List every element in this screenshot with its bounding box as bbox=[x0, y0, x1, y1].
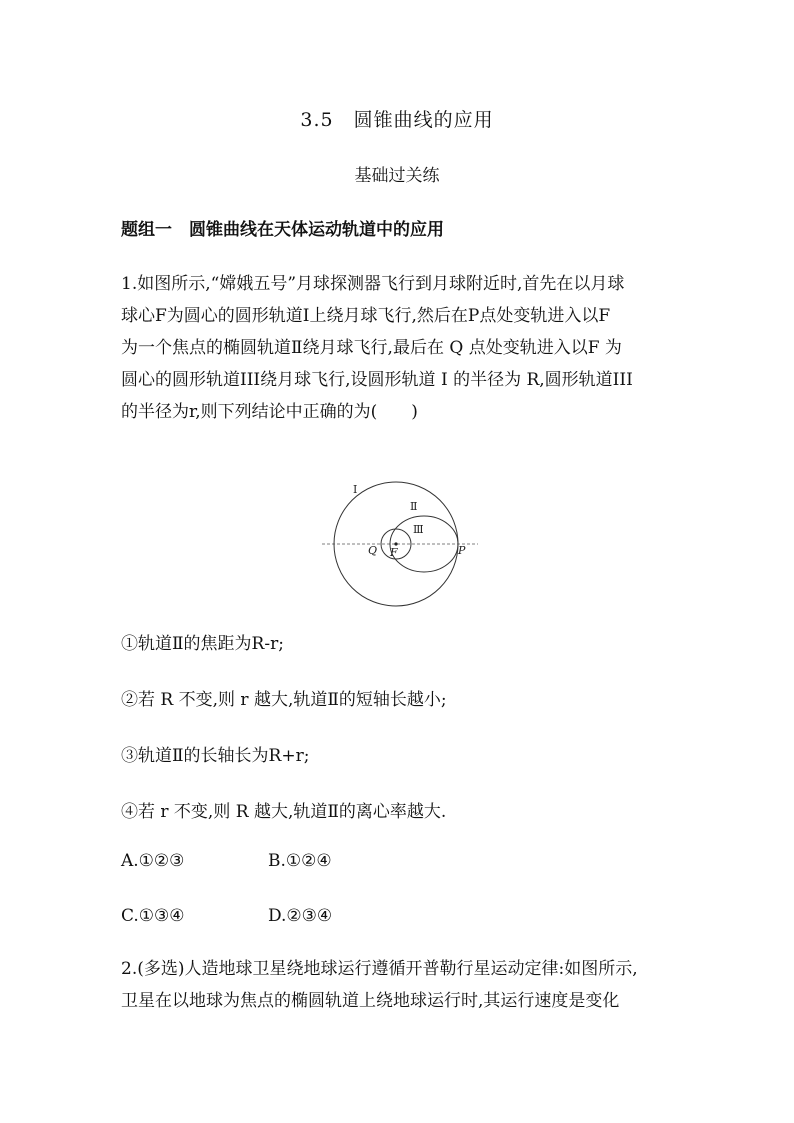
page-subtitle: 基础过关练 bbox=[354, 166, 440, 186]
statement-3: ③轨道Ⅱ的长轴长为R+r; bbox=[121, 746, 310, 766]
statement-4: ④若 r 不变,则 R 越大,轨道Ⅱ的离心率越大. bbox=[121, 802, 447, 822]
label-point-P: P bbox=[458, 544, 466, 557]
section-heading: 题组一 圆锥曲线在天体运动轨道中的应用 bbox=[121, 220, 444, 240]
option-B: B.①②④ bbox=[268, 851, 332, 871]
question-1-line: 1.如图所示,“嫦娥五号”月球探测器飞行到月球附近时,首先在以月球 bbox=[121, 274, 625, 294]
label-point-F: F bbox=[390, 546, 398, 559]
option-C: C.①③④ bbox=[121, 906, 185, 926]
question-1-line: 球心F为圆心的圆形轨道Ⅰ上绕月球飞行,然后在P点处变轨进入以F bbox=[121, 306, 611, 326]
question-2-line: 卫星在以地球为焦点的椭圆轨道上绕地球运行时,其运行速度是变化 bbox=[121, 991, 620, 1011]
statement-2: ②若 R 不变,则 r 越大,轨道Ⅱ的短轴长越小; bbox=[121, 690, 447, 710]
statement-1: ①轨道Ⅱ的焦距为R-r; bbox=[121, 634, 284, 654]
orbit-diagram bbox=[322, 476, 478, 610]
question-2-text bbox=[121, 953, 681, 1017]
question-1-line: 圆心的圆形轨道III绕月球飞行,设圆形轨道 Ⅰ 的半径为 R,圆形轨道III bbox=[121, 370, 633, 390]
question-1-line: 的半径为r,则下列结论中正确的为( ) bbox=[121, 402, 418, 422]
label-orbit-II: Ⅱ bbox=[410, 500, 418, 513]
question-1-text bbox=[121, 268, 681, 428]
label-orbit-I: Ⅰ bbox=[353, 483, 358, 496]
option-D: D.②③④ bbox=[268, 906, 333, 926]
label-orbit-III: Ⅲ bbox=[413, 523, 424, 536]
page-title: 3.5 圆锥曲线的应用 bbox=[300, 109, 494, 131]
option-A: A.①②③ bbox=[121, 851, 185, 871]
question-1-line: 为一个焦点的椭圆轨道Ⅱ绕月球飞行,最后在 Q 点处变轨进入以F 为 bbox=[121, 338, 622, 358]
question-2-line: 2.(多选)人造地球卫星绕地球运行遵循开普勒行星运动定律:如图所示, bbox=[121, 959, 638, 979]
label-point-Q: Q bbox=[368, 544, 378, 557]
